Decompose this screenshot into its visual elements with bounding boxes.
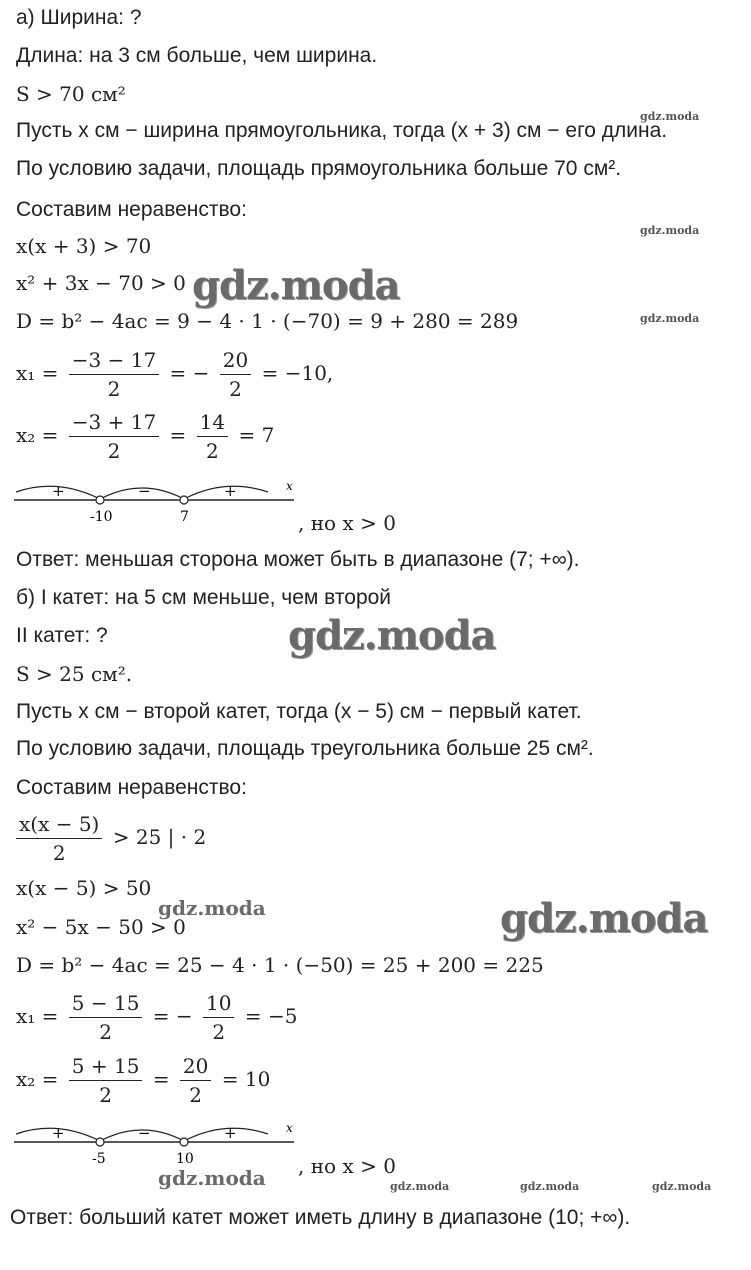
part-b-discriminant: D = b² − 4ac = 25 − 4 · 1 · (−50) = 25 + 200 = 225 — [16, 953, 544, 977]
sign-minus: − — [138, 482, 151, 500]
point-label: 10 — [176, 1151, 194, 1167]
part-a-root-2: x₂ = $\frac{-3 + 17}{2}$ = $\frac{14}{2}$ = 7 — [16, 410, 275, 463]
part-a-inequality-1: x(x + 3) > 70 — [16, 234, 152, 258]
watermark: gdz.moda — [520, 1180, 580, 1193]
sign-plus: + — [224, 482, 237, 500]
part-b-answer: Ответ: больший катет может иметь длину в диапазоне (10; +∞). — [10, 1206, 631, 1229]
part-b-number-line — [12, 1116, 312, 1172]
fraction: $\frac{x(x - 5)}{2}$ — [16, 810, 102, 867]
point-open — [180, 1138, 188, 1146]
part-b-given-leg2: II катет: ? — [16, 624, 108, 647]
point-open — [96, 1138, 104, 1146]
point-label: 7 — [180, 509, 189, 525]
part-a-given-width: а) Ширина: ? — [16, 6, 142, 29]
part-b-given-leg1: б) I катет: на 5 см меньше, чем второй — [16, 586, 392, 609]
part-b-restriction: , но x > 0 — [298, 1154, 396, 1178]
root-1-fraction-2: $\frac{20}{2}$ — [220, 346, 251, 403]
point-open — [180, 496, 188, 504]
point-open — [96, 496, 104, 504]
sign-plus: + — [52, 1124, 65, 1142]
watermark: gdz.moda — [158, 896, 266, 920]
sign-minus: − — [138, 1124, 151, 1142]
part-a-area-condition: S > 70 см² — [16, 82, 126, 106]
part-b-let-text: Пусть x см − второй катет, тогда (x − 5) см − первый катет. — [16, 700, 582, 723]
part-b-inequality-3: x² − 5x − 50 > 0 — [16, 915, 186, 939]
part-b-compose-label: Составим неравенство: — [16, 776, 247, 799]
part-a-answer: Ответ: меньшая сторона может быть в диапазоне (7; +∞). — [16, 548, 580, 571]
root-2-fraction: $\frac{5 + 15}{2}$ — [69, 1052, 143, 1109]
root-2-fraction-2: $\frac{20}{2}$ — [180, 1052, 211, 1109]
watermark: gdz.moda — [640, 224, 700, 237]
part-a-let-text: Пусть x см − ширина прямоугольника, тогда (x + 3) см − его длина. — [16, 119, 668, 142]
part-a-root-1: x₁ = $\frac{-3 - 17}{2}$ = − $\frac{20}{2}$ = −10, — [16, 348, 334, 401]
part-b-root-2: x₂ = $\frac{5 + 15}{2}$ = $\frac{20}{2}$ = 10 — [16, 1054, 271, 1107]
root-1-fraction: $\frac{-3 - 17}{2}$ — [69, 346, 159, 403]
axis-variable: x — [286, 479, 293, 493]
part-a-compose-label: Составим неравенство: — [16, 198, 247, 221]
watermark: gdz.moda — [640, 312, 700, 325]
sign-plus: + — [224, 1124, 237, 1142]
part-a-given-length: Длина: на 3 см больше, чем ширина. — [16, 44, 378, 67]
point-label: -5 — [92, 1151, 106, 1167]
watermark: gdz.moda — [158, 1166, 266, 1190]
watermark: gdz.moda — [288, 612, 496, 659]
part-a-number-line — [12, 474, 312, 530]
part-a-discriminant: D = b² − 4ac = 9 − 4 · 1 · (−70) = 9 + 280 = 289 — [16, 309, 519, 333]
root-1-fraction-2: $\frac{10}{2}$ — [203, 989, 234, 1046]
root-1-fraction: $\frac{5 - 15}{2}$ — [69, 989, 143, 1046]
root-1-prefix: x₁ = — [16, 361, 59, 385]
part-b-condition-text: По условию задачи, площадь треугольника больше 25 см². — [16, 737, 594, 760]
part-b-fraction-inequality: $\frac{x(x - 5)}{2}$ > 25 | · 2 — [16, 810, 206, 867]
part-a-restriction: , но x > 0 — [298, 511, 396, 535]
watermark: gdz.moda — [640, 110, 700, 123]
watermark: gdz.moda — [652, 1180, 712, 1193]
watermark: gdz.moda — [500, 895, 708, 942]
part-b-root-1: x₁ = $\frac{5 - 15}{2}$ = − $\frac{10}{2}$ = −5 — [16, 991, 298, 1044]
part-a-condition-text: По условию задачи, площадь прямоугольника больше 70 см². — [16, 157, 622, 180]
watermark: gdz.moda — [192, 262, 400, 309]
watermark: gdz.moda — [390, 1180, 450, 1193]
root-2-fraction: $\frac{-3 + 17}{2}$ — [69, 408, 159, 465]
axis-variable: x — [286, 1121, 293, 1135]
part-b-inequality-2: x(x − 5) > 50 — [16, 876, 152, 900]
sign-plus: + — [52, 482, 65, 500]
part-b-area-condition: S > 25 см². — [16, 662, 133, 686]
root-2-fraction-2: $\frac{14}{2}$ — [197, 408, 228, 465]
point-label: -10 — [90, 509, 113, 525]
part-a-inequality-2: x² + 3x − 70 > 0 — [16, 271, 186, 295]
